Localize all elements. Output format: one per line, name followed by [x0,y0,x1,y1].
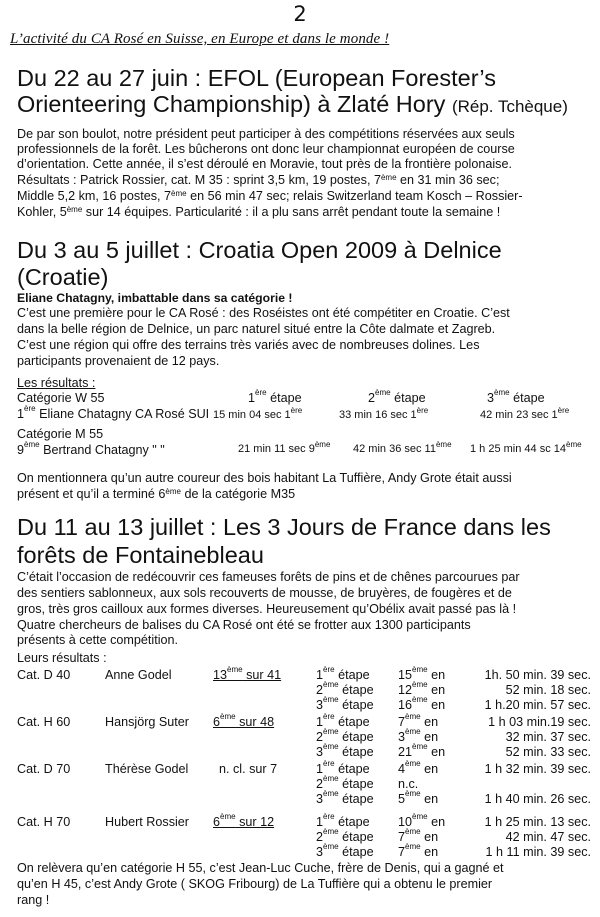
en-word: en [420,762,439,776]
stage-number: 2 [316,730,324,744]
section2-note-line1: On mentionnera qu’un autre coureur des bois habitant La Tuffière, Andy Grote était aussi [17,471,512,485]
section3-para-line3: gros, très gros cailloux aux formes diverses. Heureusement qu’Obélix avait passé pas là ! [17,602,517,616]
stage-label [316,789,374,806]
eliane-stage1 [213,406,303,421]
stage-number: 3 [316,745,324,759]
text: en 56 min 47 sec; relais Switzerland team Kosch – Rossier- [186,189,523,203]
stage-number: 3 [316,845,324,859]
placing: 3 [398,730,406,744]
placing: 5 [398,792,406,806]
superscript: ème [323,789,339,798]
time: 52 min. 18 sec. [505,683,591,697]
text: en 31 min 36 sec; [396,173,500,187]
result-category [17,762,70,776]
stage-word: étape [334,815,370,829]
placing: 12 [398,683,413,697]
time: 33 min 16 sec 1 [339,409,417,421]
superscript: ème [220,812,236,821]
result-competitor-name [105,668,172,682]
page-header: L’activité du CA Rosé en Suisse, en Europe et dans le monde ! [10,31,390,47]
stage-word: étape [338,792,374,806]
stage-time [486,845,591,859]
stage-placing [398,695,446,712]
stage-label [316,842,374,859]
time: 21 min 11 sec 9 [238,443,315,455]
stage1-heading [248,388,302,405]
superscript: ème [323,827,339,836]
category: Cat. D 40 [17,668,71,682]
time: 32 min. 37 sec. [505,730,591,744]
placing: n.c. [398,777,419,791]
stage-word: étape [334,762,370,776]
section2-para-line1: C’est une première pour le CA Rosé : des Roséistes ont été compétiter en Croatie. C’est [17,306,510,320]
superscript: ème [412,680,428,689]
en-word: en [427,745,446,759]
section3-end-line3: rang ! [17,893,50,907]
superscript: ère [323,812,335,821]
placing: 7 [398,845,406,859]
competitor-name: Thérèse Godel [105,762,189,776]
section3-title-line2: forêts de Fontainebleau [17,542,264,568]
superscript: ème [66,205,83,214]
stage-number: 1 [316,715,324,729]
stage-time [485,815,591,829]
superscript: ème [412,742,428,751]
result-row-eliane [17,404,210,421]
stage-word: étape [338,845,374,859]
stage-word: étape [338,777,374,791]
superscript: ème [435,440,452,449]
time: 15 min 04 sec 1 [213,409,291,421]
en-word: en [427,815,446,829]
stage-number: 1 [316,762,324,776]
en-word: en [420,792,439,806]
section3-para-line2: des sentiers sablonneux, aux sols recouverts de mousse, de bruyères, de fougères et de [17,586,512,600]
text: Résultats : Patrick Rossier, cat. M 35 : sprint 3,5 km, 19 postes, 7 [17,173,381,187]
stage-time [506,683,591,697]
superscript: ère [416,406,429,415]
rank-total: sur 12 [235,815,275,829]
superscript: ème [405,727,421,736]
stage-time [506,745,591,759]
superscript: ère [323,712,335,721]
stage-word: étape [338,698,374,712]
result-overall-rank [213,665,282,682]
result-competitor-name [105,715,189,729]
result-competitor-name [105,815,189,829]
superscript: ème [165,487,181,496]
section1-title-line1: Du 22 au 27 juin : EFOL (European Forester’s [17,65,496,91]
text: Middle 5,2 km, 16 postes, 7 [17,189,172,203]
rank: 1 [17,407,25,421]
eliane-stage3 [480,406,570,421]
time: 1 h 32 min. 39 sec. [484,762,591,776]
stage-time [485,698,591,712]
superscript: ème [566,440,582,449]
stage-number: 2 [316,830,324,844]
time: 42 min. 47 sec. [505,830,591,844]
placing: 15 [398,668,413,682]
text: 3 [487,391,495,405]
superscript: ème [323,842,339,851]
superscript: ème [375,388,391,397]
section1-para-line3: d’orientation. Cette année, il s’est déroulé en Moravie, tout près de la frontière polonaise. [17,157,512,171]
superscript: ème [323,727,339,736]
rank: 6 [213,715,221,729]
stage-number: 1 [316,815,324,829]
section1-results-line2 [17,189,523,204]
en-word: en [420,715,439,729]
text: 1 [248,391,256,405]
stage-time [485,668,591,682]
superscript: ème [405,759,421,768]
section1-title-country: (Rép. Tchèque) [451,97,568,116]
section2-para-line3: C’est une région qui offre des terrains très variés avec de nombreuses dolines. Les [17,338,480,352]
competitor-name: Bertrand Chatagny " " [39,443,165,457]
stage-word: étape [338,745,374,759]
superscript: ère [323,759,335,768]
time: 1 h 25 min 44 sc 14 [470,443,567,455]
stage-time [485,762,591,776]
superscript: ème [323,742,339,751]
superscript: ème [405,712,421,721]
stage2-heading [368,388,426,405]
placing: 7 [398,715,406,729]
stage-number: 3 [316,792,324,806]
superscript: ème [314,440,331,449]
en-word: en [427,668,446,682]
superscript: ème [412,665,428,674]
category: Cat. H 60 [17,715,71,729]
superscript: ème [494,388,510,397]
eliane-stage2 [339,406,429,421]
section2-title-line1: Du 3 au 5 juillet : Croatia Open 2009 à Delnice [17,237,502,263]
superscript: ème [24,440,40,449]
superscript: ème [171,189,187,198]
stage-word: étape [334,715,370,729]
superscript: ère [557,406,570,415]
superscript: ème [323,774,339,783]
text: de la catégorie M35 [180,487,296,501]
result-row-bertrand [17,440,165,457]
stage-placing [398,842,439,859]
stage-time [506,730,591,744]
competitor-name: Anne Godel [105,668,172,682]
result-category [17,715,70,729]
en-word: en [420,730,439,744]
stage-number: 2 [316,777,324,791]
superscript: ème [220,712,236,721]
section2-note-line2 [17,487,295,502]
text: 2 [368,391,376,405]
stage-label [316,742,374,759]
stage-word: étape [338,683,374,697]
section1-para-line1: De par son boulot, notre président peut participer à des compétitions réservées aux seuls [17,127,515,141]
placing: 4 [398,762,406,776]
section2-results-label: Les résultats : [17,376,96,390]
rank: n. cl. sur 7 [219,762,278,776]
section2-category-m55: Catégorie M 55 [17,427,104,441]
superscript: ème [405,827,421,836]
section3-para-line5: présents à cette compétition. [17,633,179,647]
placing: 7 [398,830,406,844]
section2-para-line4: participants provenaient de 12 pays. [17,354,220,368]
section3-end-line2: qu’en H 45, c’est Andy Grote ( SKOG Fribourg) de La Tuffière qui a obtenu le premier [17,877,493,891]
competitor-name: Hansjörg Suter [105,715,189,729]
superscript: ère [323,665,335,674]
section3-title-line1: Du 11 au 13 juillet : Les 3 Jours de France dans les [17,514,551,540]
section3-para-line1: C’était l’occasion de redécouvrir ces fameuses forêts de pins et de chênes parcourues par [17,570,520,584]
section1-results-line3 [17,205,500,220]
rank: 9 [17,443,25,457]
time: 42 min 36 sec 11 [353,443,436,455]
time: 1 h 40 min. 26 sec. [484,792,591,806]
section2-title-line2: (Croatie) [17,264,109,290]
section2-bold-line: Eliane Chatagny, imbattable dans sa catégorie ! [17,291,293,305]
section3-results-label: Leurs résultats : [17,651,107,665]
superscript: ère [24,404,36,413]
time: 52 min. 33 sec. [505,745,591,759]
text: étape [266,391,302,405]
result-overall-rank [219,762,277,776]
bertrand-stage3 [470,440,582,455]
stage-placing [398,742,446,759]
competitor-name: Eliane Chatagny CA Rosé SUI [35,407,210,421]
stage-time [488,715,591,729]
rank: 13 [213,668,228,682]
section1-para-line2: professionnels de la forêt. Les bûcherons ont donc leur championnat européen de course [17,142,515,156]
en-word: en [427,683,446,697]
stage-label [316,695,374,712]
stage3-heading [487,388,545,405]
text: étape [509,391,545,405]
result-competitor-name [105,762,188,776]
superscript: ème [412,812,428,821]
time: 1h. 50 min. 39 sec. [484,668,591,682]
superscript: ème [405,789,421,798]
text: présent et qu’il a terminé 6 [17,487,166,501]
result-overall-rank [213,812,275,829]
en-word: en [420,830,439,844]
rank-total: sur 41 [242,668,282,682]
bertrand-stage2 [353,440,452,455]
superscript: ème [323,695,339,704]
text: Kohler, 5 [17,205,67,219]
text: sur 14 équipes. Particularité : il a plu sans arrêt pendant toute la semaine ! [82,205,501,219]
stage-placing [398,789,439,806]
placing: 16 [398,698,413,712]
superscript: ère [290,406,303,415]
superscript: ème [380,173,397,182]
superscript: ème [405,842,421,851]
time: 1 h 03 min.19 sec. [488,715,591,729]
category: Cat. H 70 [17,815,71,829]
superscript: ème [412,695,428,704]
text: étape [390,391,426,405]
superscript: ère [255,388,267,397]
stage-word: étape [334,668,370,682]
result-category [17,815,70,829]
superscript: ème [323,680,339,689]
placing: 21 [398,745,413,759]
superscript: ème [227,665,243,674]
stage-word: étape [338,830,374,844]
rank: 6 [213,815,221,829]
rank-total: sur 48 [235,715,275,729]
result-overall-rank [213,712,275,729]
section3-para-line4: Quatre chercheurs de balises du CA Rosé ont été se frotter aux 1300 participants [17,618,471,632]
page-number: 2 [293,2,307,26]
placing: 10 [398,815,413,829]
en-word: en [427,698,446,712]
stage-time [485,792,591,806]
bertrand-stage1 [238,440,331,455]
category: Cat. D 70 [17,762,71,776]
stage-number: 3 [316,698,324,712]
en-word: en [420,845,439,859]
time: 42 min 23 sec 1 [480,409,558,421]
section2-para-line2: dans la belle région de Delnice, un parc naturel situé entre la Côte dalmate et Zagreb. [17,322,496,336]
section1-title-main: Orienteering Championship) à Zlaté Hory [17,91,446,117]
section1-results-line1 [17,173,499,188]
section3-end-line1: On relèvera qu’en catégorie H 55, c’est Jean-Luc Cuche, frère de Denis, qui a gagné et [17,861,504,875]
stage-word: étape [338,730,374,744]
stage-time [506,830,591,844]
time: 1 h 11 min. 39 sec. [485,845,591,859]
stage-number: 2 [316,683,324,697]
time: 1 h 25 min. 13 sec. [484,815,591,829]
stage-placing [398,759,439,776]
time: 1 h.20 min. 57 sec. [484,698,591,712]
section2-category-w55: Catégorie W 55 [17,391,105,405]
competitor-name: Hubert Rossier [105,815,189,829]
stage-number: 1 [316,668,324,682]
section1-title-line2 [17,90,568,121]
result-category [17,668,70,682]
